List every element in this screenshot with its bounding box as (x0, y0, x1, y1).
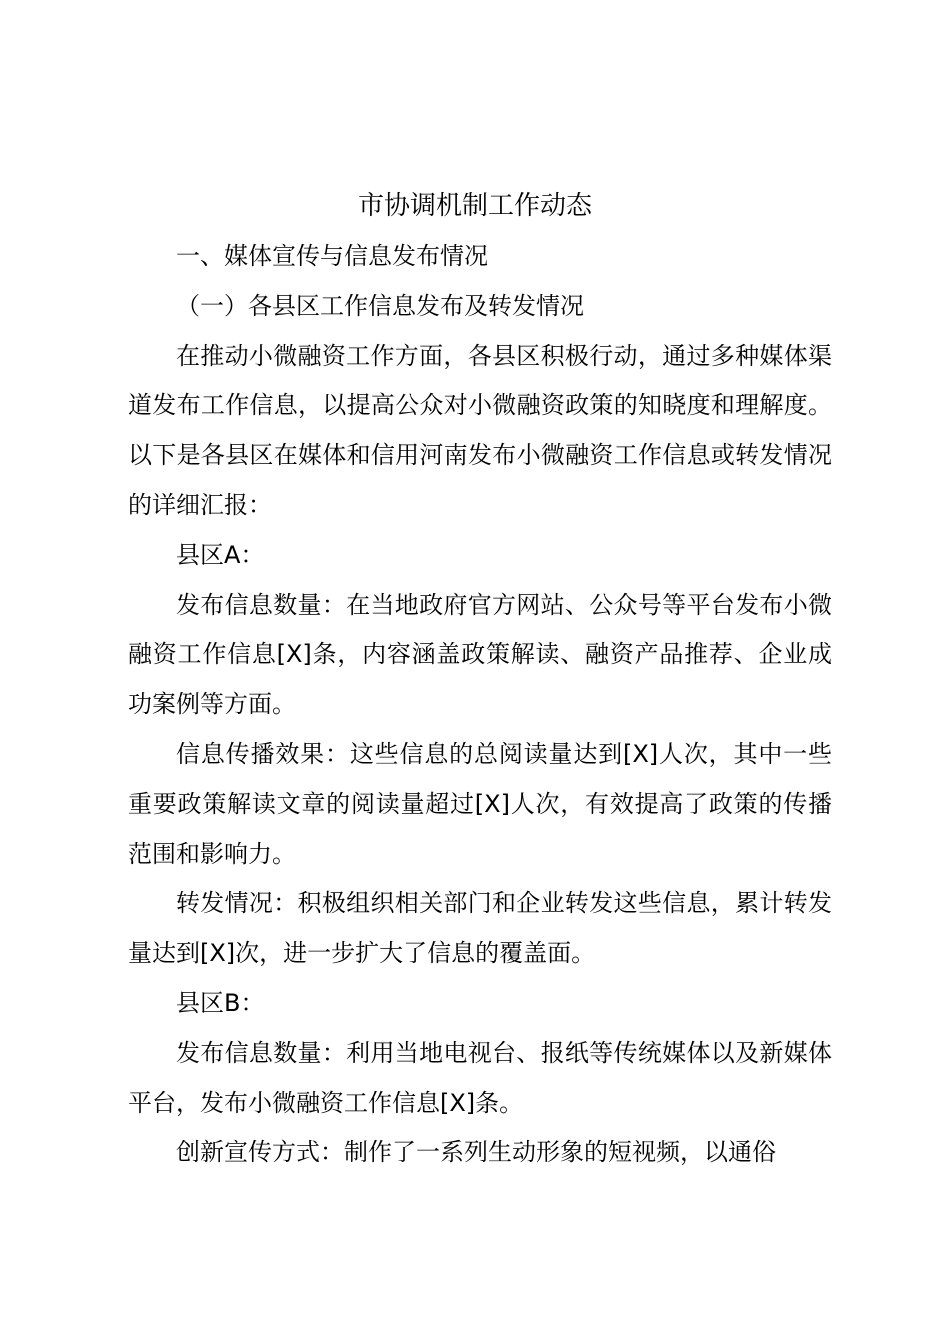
body-paragraph: 信息传播效果：这些信息的总阅读量达到[X]人次，其中一些重要政策解读文章的阅读量超过[X]人次，有效提高了政策的传播范围和影响力。 (128, 739, 832, 868)
body-paragraph: 发布信息数量：在当地政府官方网站、公众号等平台发布小微融资工作信息[X]条，内容涵盖政策解读、融资产品推荐、企业成功案例等方面。 (128, 590, 832, 719)
body-paragraph: 在推动小微融资工作方面，各县区积极行动，通过多种媒体渠道发布工作信息，以提高公众对小微融资政策的知晓度和理解度。以下是各县区在媒体和信用河南发布小微融资工作信息或转发情况的详细汇报： (128, 341, 832, 519)
document-title: 市协调机制工作动态 (357, 191, 592, 221)
body-paragraph: 创新宣传方式：制作了一系列生动形象的短视频，以通俗 (176, 1138, 776, 1167)
body-paragraph: 发布信息数量：利用当地电视台、报纸等传统媒体以及新媒体平台，发布小微融资工作信息[X]条。 (128, 1038, 832, 1117)
section-heading: 一、媒体宣传与信息发布情况 (176, 242, 488, 270)
document-body (128, 232, 832, 1178)
county-b-label: 县区B： (176, 988, 265, 1017)
county-a-label: 县区A： (176, 540, 265, 569)
subsection-heading: （一）各县区工作信息发布及转发情况 (176, 291, 584, 320)
body-paragraph: 转发情况：积极组织相关部门和企业转发这些信息，累计转发量达到[X]次，进一步扩大了信息的覆盖面。 (128, 889, 832, 968)
